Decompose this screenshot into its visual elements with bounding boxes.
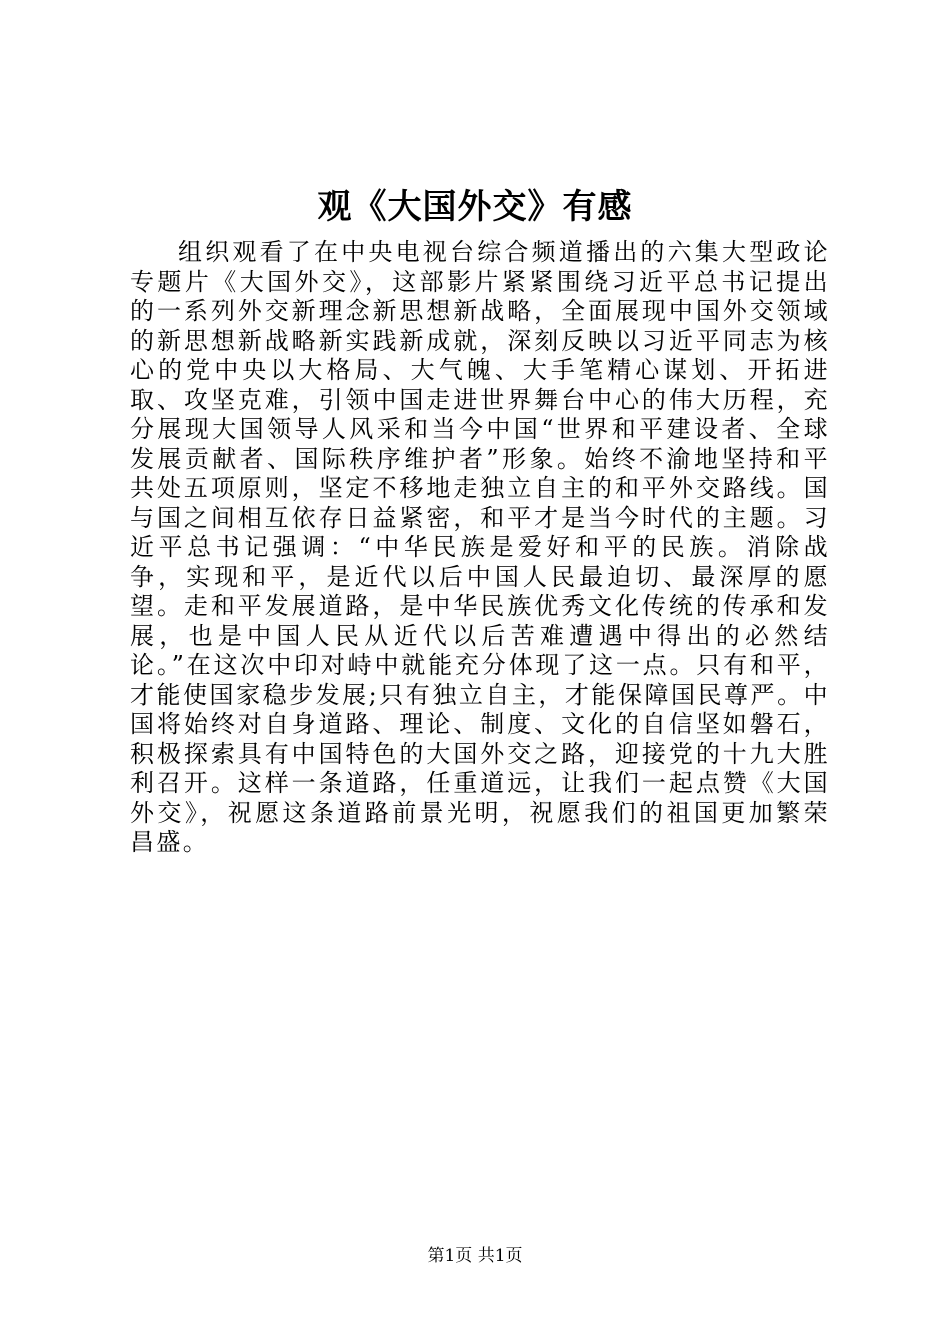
page-number-footer: 第1页 共1页 xyxy=(427,1246,523,1266)
document-title: 观《大国外交》有感 xyxy=(317,187,633,227)
document-body-paragraph: 组织观看了在中央电视台综合频道播出的六集大型政论专题片《大国外交》，这部影片紧紧围绕习近平总书记提出的一系列外交新理念新思想新战略，全面展现中国外交领域的新思想新战略新实践新成就，深刻反映以习近平同志为核心的党中央以大格局、大气魄、大手笔精心谋划、开拓进取、攻坚克难，引领中国走进世界舞台中心的伟大历程，充分展现大国领导人风采和当今中国“世界和平建设者、全球发展贡献者、国际秩序维护者”形象。始终不渝地坚持和平共处五项原则，坚定不移地走独立自主的和平外交路线。国与国之间相互依存日益紧密，和平才是当今时代的主题。习近平总书记强调：“中华民族是爱好和平的民族。消除战争，实现和平，是近代以后中国人民最迫切、最深厚的愿望。走和平发展道路，是中华民族优秀文化传统的传承和发展，也是中国人民从近代以后苦难遭遇中得出的必然结论。”在这次中印对峙中就能充分体现了这一点。只有和平，才能使国家稳步发展;只有独立自主，才能保障国民尊严。中国将始终对自身道路、理论、制度、文化的自信坚如磐石，积极探索具有中国特色的大国外交之路，迎接党的十九大胜利召开。这样一条道路，任重道远，让我们一起点赞《大国外交》，祝愿这条道路前景光明，祝愿我们的祖国更加繁荣昌盛。 xyxy=(130,238,830,856)
